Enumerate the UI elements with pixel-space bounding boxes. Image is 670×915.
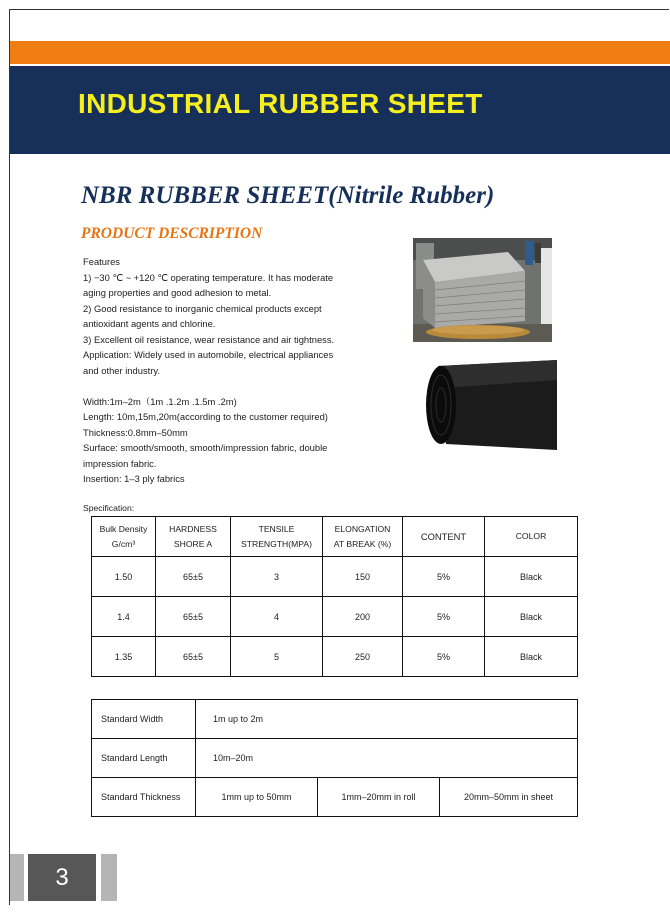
table-cell: 4 xyxy=(231,597,323,637)
description-line: Surface: smooth/smooth, smooth/impression fabric, double xyxy=(83,442,328,453)
description-line: impression fabric. xyxy=(83,457,157,469)
page-number: 3 xyxy=(28,854,96,901)
description-line: and other industry. xyxy=(83,364,160,376)
rubber-sheet-stack-photo xyxy=(413,238,552,342)
description-line: 2) Good resistance to inorganic chemical products except xyxy=(83,302,322,314)
specification-table xyxy=(91,516,578,677)
table-row xyxy=(92,637,578,677)
table-row xyxy=(92,700,578,739)
table-row xyxy=(92,739,578,778)
header-cell: ELONGATION AT BREAK (%) xyxy=(323,517,403,557)
page-tab-right xyxy=(101,854,117,901)
row-label: Standard Length xyxy=(92,739,196,778)
table-cell: 65±5 xyxy=(156,597,231,637)
table-cell: 3 xyxy=(231,557,323,597)
header-cell: Bulk Density G/cm³ xyxy=(92,517,156,557)
table-cell: 65±5 xyxy=(156,557,231,597)
table-cell: 1m up to 2m xyxy=(196,700,578,739)
description-line: Application: Widely used in automobile, electrical appliances xyxy=(83,349,334,360)
header-cell: HARDNESS SHORE A xyxy=(156,517,231,557)
table-cell: 5% xyxy=(403,597,485,637)
table-cell: 1mm–20mm in roll xyxy=(318,778,440,817)
table-cell: 65±5 xyxy=(156,637,231,677)
table-cell: 250 xyxy=(323,637,403,677)
table-cell: Black xyxy=(485,637,578,677)
table-cell: Black xyxy=(485,597,578,637)
rubber-roll-photo xyxy=(424,360,557,450)
product-title: NBR RUBBER SHEET(Nitrile Rubber) xyxy=(81,182,495,209)
description-line: Width:1m–2m（1m .1.2m .1.5m .2m) xyxy=(83,395,237,407)
table-row xyxy=(92,778,578,817)
table-row xyxy=(92,597,578,637)
description-line: 1) −30 ℃ ~ +120 ℃ operating temperature. It has moderate xyxy=(83,271,334,283)
table-header-row xyxy=(92,517,578,557)
description-line: aging properties and good adhesion to metal. xyxy=(83,287,272,298)
orange-accent-bar xyxy=(10,41,670,64)
specification-label: Specification: xyxy=(83,503,135,513)
description-line: antioxidant agents and chlorine. xyxy=(83,318,216,329)
table-row xyxy=(92,557,578,597)
table-cell: 5% xyxy=(403,557,485,597)
description-line: Thickness:0.8mm–50mm xyxy=(83,426,188,438)
description-line: Insertion: 1–3 ply fabrics xyxy=(83,473,185,484)
header-cell: CONTENT xyxy=(403,517,485,557)
table-cell: 1.35 xyxy=(92,637,156,677)
header-cell: COLOR xyxy=(485,517,578,557)
table-cell: 5 xyxy=(231,637,323,677)
table-cell: 10m–20m xyxy=(196,739,578,778)
page-tab-left xyxy=(10,854,24,901)
standard-sizes-table xyxy=(91,699,578,817)
table-cell: 1.50 xyxy=(92,557,156,597)
table-cell: 5% xyxy=(403,637,485,677)
features-heading: Features xyxy=(83,256,120,267)
header-cell: TENSILE STRENGTH(MPA) xyxy=(231,517,323,557)
table-cell: Black xyxy=(485,557,578,597)
row-label: Standard Width xyxy=(92,700,196,739)
table-cell: 200 xyxy=(323,597,403,637)
banner-title: INDUSTRIAL RUBBER SHEET xyxy=(78,88,483,119)
table-cell: 20mm–50mm in sheet xyxy=(440,778,578,817)
table-cell: 150 xyxy=(323,557,403,597)
table-cell: 1.4 xyxy=(92,597,156,637)
description-line: 3) Excellent oil resistance, wear resistance and air tightness. xyxy=(83,333,335,345)
product-description xyxy=(83,254,383,487)
description-line: Length: 10m,15m,20m(according to the customer required) xyxy=(83,411,328,422)
row-label: Standard Thickness xyxy=(92,778,196,817)
section-heading: PRODUCT DESCRIPTION xyxy=(81,225,263,242)
table-cell: 1mm up to 50mm xyxy=(196,778,318,817)
